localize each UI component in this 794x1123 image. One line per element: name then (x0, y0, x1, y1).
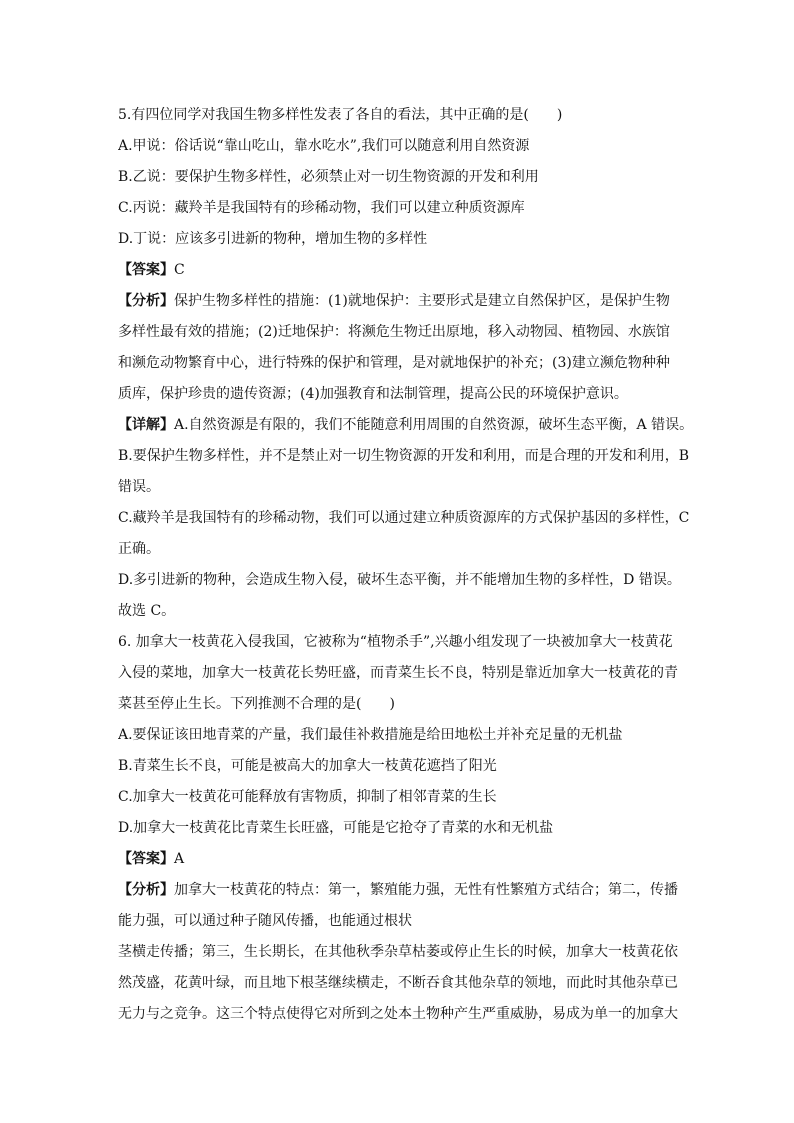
question-6-stem-line-2: 入侵的菜地，加拿大一枝黄花长势旺盛，而青菜生长不良，特别是靠近加拿大一枝黄花的青 (118, 665, 678, 681)
question-5-detail-line-1 (118, 410, 698, 441)
analysis-text: 保护生物多样性的措施：(1)就地保护：主要形式是建立自然保护区，是保护生物 (174, 293, 670, 309)
analysis-tag: 【分析】 (118, 293, 174, 309)
answer-value: C (174, 262, 185, 278)
question-5-analysis-line-4: 质库，保护珍贵的遗传资源；(4)加强教育和法制管理，提高公民的环境保护意识。 (118, 386, 628, 402)
question-5-detail-line-6: D.多引进新的物种，会造成生物入侵，破坏生态平衡，并不能增加生物的多样性，D 错误。 (118, 572, 681, 588)
question-5-analysis-line-2: 多样性最有效的措施；(2)迁地保护：将濒危生物迁出原地，移入动物园、植物园、水族馆 (118, 324, 670, 340)
question-5-detail-line-2: B.要保护生物多样性，并不是禁止对一切生物资源的开发和利用，而是合理的开发和利用，B (118, 448, 690, 464)
document-page (118, 100, 698, 1030)
detail-text: A.自然资源是有限的，我们不能随意利用周围的自然资源，破坏生态平衡，A 错误。 (174, 417, 694, 433)
question-6-option-b: B.青菜生长不良，可能是被高大的加拿大一枝黄花遮挡了阳光 (118, 758, 497, 774)
question-6-analysis-line-5: 无力与之竞争。这三个特点使得它对所到之处本土物种产生严重威胁，易成为单一的加拿大 (118, 1006, 678, 1022)
question-5-detail-line-7: 故选 C。 (118, 603, 176, 619)
question-6-stem-line-1: 6. 加拿大一枝黄花入侵我国，它被称为“植物杀手”,兴趣小组发现了一块被加拿大一枝黄花 (118, 634, 673, 650)
question-5-analysis-line-1 (118, 286, 698, 317)
question-6-option-d: D.加拿大一枝黄花比青菜生长旺盛，可能是它抢夺了青菜的水和无机盐 (118, 820, 554, 836)
detail-tag: 【详解】 (118, 417, 174, 433)
question-5-answer (118, 255, 698, 286)
question-5-option-d: D.丁说：应该多引进新的物种，增加生物的多样性 (118, 231, 428, 247)
question-6-answer (118, 844, 698, 875)
question-5-detail-line-3: 错误。 (118, 479, 160, 495)
question-5-detail-line-5: 正确。 (118, 541, 160, 557)
question-6-analysis-line-3: 茎横走传播；第三，生长期长，在其他秋季杂草枯萎或停止生长的时候，加拿大一枝黄花依 (118, 944, 678, 960)
question-6-analysis-line-1 (118, 875, 698, 906)
question-6-analysis-line-4: 然茂盛，花黄叶绿，而且地下根茎继续横走，不断吞食其他杂草的领地，而此时其他杂草已 (118, 975, 678, 991)
question-5-option-b: B.乙说：要保护生物多样性，必须禁止对一切生物资源的开发和利用 (118, 169, 539, 185)
question-5-detail-line-4: C.藏羚羊是我国特有的珍稀动物，我们可以通过建立种质资源库的方式保护基因的多样性，C (118, 510, 690, 526)
question-5-option-c: C.丙说：藏羚羊是我国特有的珍稀动物，我们可以建立种质资源库 (118, 200, 525, 216)
answer-tag: 【答案】 (118, 851, 174, 867)
question-5-stem: 5.有四位同学对我国生物多样性发表了各自的看法，其中正确的是( ) (118, 107, 563, 123)
question-6-stem-line-3: 菜甚至停止生长。下列推测不合理的是( ) (118, 696, 395, 712)
question-5-option-a: A.甲说：俗话说“靠山吃山，靠水吃水”,我们可以随意利用自然资源 (118, 138, 530, 154)
question-6-analysis-line-2: 能力强，可以通过种子随风传播，也能通过根状 (118, 913, 412, 929)
question-6-option-a: A.要保证该田地青菜的产量，我们最佳补救措施是给田地松土并补充足量的无机盐 (118, 727, 623, 743)
analysis-text: 加拿大一枝黄花的特点：第一，繁殖能力强，无性有性繁殖方式结合；第二，传播 (174, 882, 678, 898)
answer-tag: 【答案】 (118, 262, 174, 278)
answer-value: A (174, 851, 185, 867)
question-6-option-c: C.加拿大一枝黄花可能释放有害物质，抑制了相邻青菜的生长 (118, 789, 497, 805)
analysis-tag: 【分析】 (118, 882, 174, 898)
question-5-analysis-line-3: 和濒危动物繁育中心，进行特殊的保护和管理，是对就地保护的补充；(3)建立濒危物种种 (118, 355, 670, 371)
